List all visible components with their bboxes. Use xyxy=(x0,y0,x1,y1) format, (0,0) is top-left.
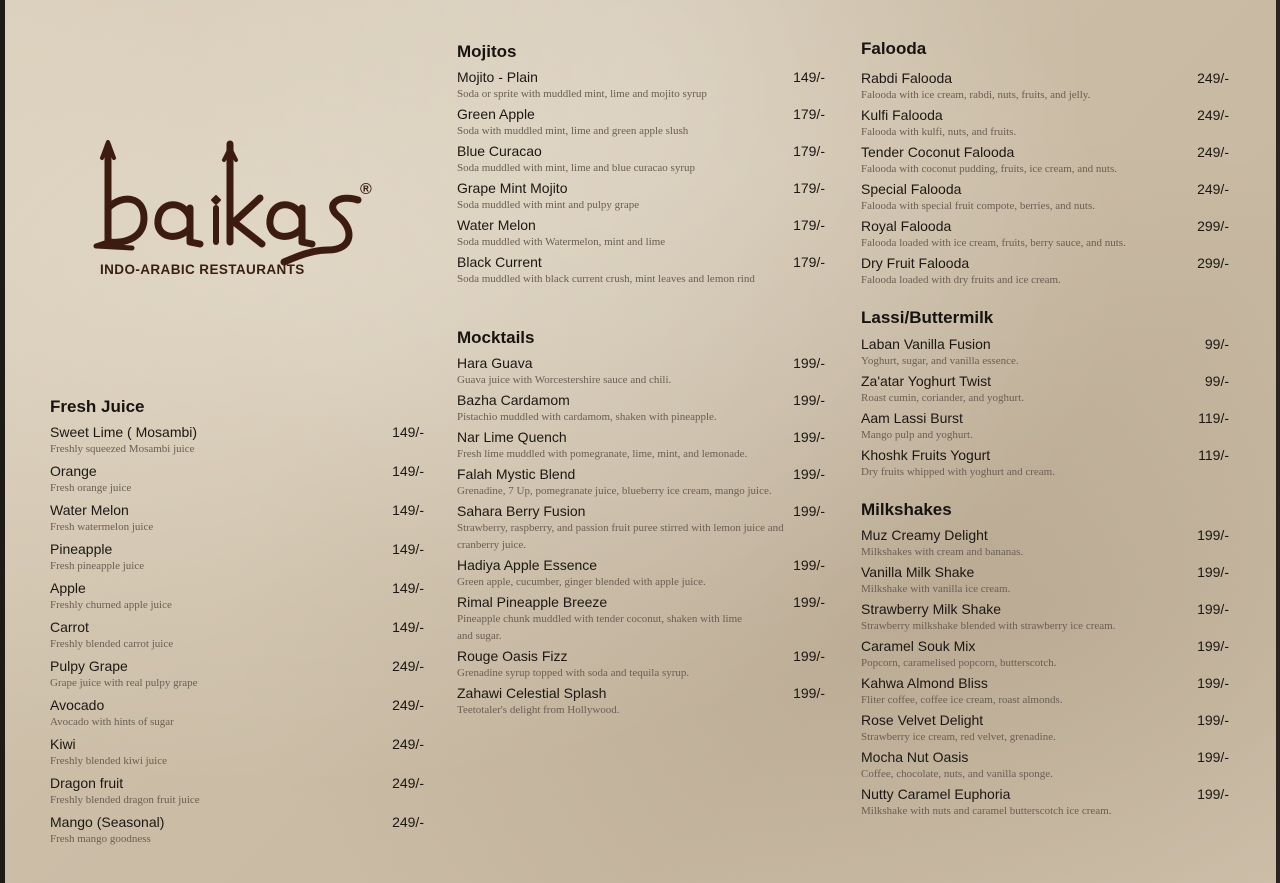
item-description: Freshly blended dragon fruit juice xyxy=(50,794,200,806)
menu-item xyxy=(457,648,825,685)
menu-item xyxy=(861,255,1229,292)
item-price: 249/- xyxy=(392,814,424,830)
item-price: 199/- xyxy=(793,594,825,610)
item-description: Coffee, chocolate, nuts, and vanilla sponge. xyxy=(861,768,1053,780)
item-name: Nutty Caramel Euphoria xyxy=(861,786,1011,802)
section-title: Lassi/Buttermilk xyxy=(861,308,994,327)
item-description: Strawberry milkshake blended with strawberry ice cream. xyxy=(861,620,1116,632)
item-name: Hara Guava xyxy=(457,355,533,371)
item-description: Soda muddled with black current crush, mint leaves and lemon rind xyxy=(457,273,755,285)
lassi-section xyxy=(861,308,1229,484)
item-price: 149/- xyxy=(392,424,424,440)
menu-item xyxy=(457,466,825,503)
item-name: Kulfi Falooda xyxy=(861,107,943,123)
item-price: 199/- xyxy=(1197,638,1229,654)
item-price: 249/- xyxy=(1197,144,1229,160)
item-price: 179/- xyxy=(793,217,825,233)
item-name: Water Melon xyxy=(50,502,129,518)
menu-item xyxy=(457,254,825,291)
item-name: Falah Mystic Blend xyxy=(457,466,576,482)
menu-item xyxy=(457,503,825,557)
item-name: Pineapple xyxy=(50,541,113,557)
mojitos-section xyxy=(457,42,825,291)
menu-list xyxy=(457,69,825,291)
item-name: Carrot xyxy=(50,619,89,635)
menu-item xyxy=(50,424,424,463)
item-name: Hadiya Apple Essence xyxy=(457,557,598,573)
item-description: Fresh mango goodness xyxy=(50,833,151,845)
item-name: Mojito - Plain xyxy=(457,69,538,85)
item-description: Falooda with special fruit compote, berries, and nuts. xyxy=(861,200,1095,212)
item-description: Green apple, cucumber, ginger blended with apple juice. xyxy=(457,576,706,588)
menu-item xyxy=(50,736,424,775)
menu-item xyxy=(457,143,825,180)
item-price: 199/- xyxy=(1197,786,1229,802)
item-price: 149/- xyxy=(392,502,424,518)
menu-item xyxy=(50,541,424,580)
item-name: Mocha Nut Oasis xyxy=(861,749,969,765)
item-name: Blue Curacao xyxy=(457,143,542,159)
item-name: Rabdi Falooda xyxy=(861,70,953,86)
menu-item xyxy=(861,410,1229,447)
item-name: Tender Coconut Falooda xyxy=(861,144,1015,160)
item-price: 249/- xyxy=(1197,107,1229,123)
item-price: 249/- xyxy=(392,697,424,713)
item-description: Avocado with hints of sugar xyxy=(50,716,174,728)
item-price: 199/- xyxy=(1197,675,1229,691)
menu-item xyxy=(861,144,1229,181)
item-name: Rose Velvet Delight xyxy=(861,712,984,728)
item-name: Orange xyxy=(50,463,97,479)
item-price: 249/- xyxy=(1197,70,1229,86)
item-name: Special Falooda xyxy=(861,181,962,197)
menu-item xyxy=(861,786,1229,823)
item-name: Grape Mint Mojito xyxy=(457,180,568,196)
item-description: Dry fruits whipped with yoghurt and cream. xyxy=(861,466,1055,478)
item-description: Fresh orange juice xyxy=(50,482,132,494)
item-price: 99/- xyxy=(1204,373,1229,389)
item-price: 149/- xyxy=(392,580,424,596)
menu-item xyxy=(861,712,1229,749)
item-price: 99/- xyxy=(1204,336,1229,352)
menu-item xyxy=(457,557,825,594)
item-price: 249/- xyxy=(392,736,424,752)
item-description: Fresh lime muddled with pomegranate, lime, mint, and lemonade. xyxy=(457,448,748,460)
item-description: Freshly blended carrot juice xyxy=(50,638,174,650)
menu-item xyxy=(861,527,1229,564)
item-description: Falooda with ice cream, rabdi, nuts, fruits, and jelly. xyxy=(861,89,1091,101)
item-name: Za'atar Yoghurt Twist xyxy=(861,373,992,389)
menu-item xyxy=(50,697,424,736)
item-name: Muz Creamy Delight xyxy=(861,527,988,543)
item-price: 199/- xyxy=(1197,527,1229,543)
item-description: Guava juice with Worcestershire sauce and chili. xyxy=(457,374,672,386)
item-name: Nar Lime Quench xyxy=(457,429,567,445)
item-name: Green Apple xyxy=(457,106,535,122)
falooda-section xyxy=(861,39,1229,292)
item-name: Aam Lassi Burst xyxy=(861,410,963,426)
item-description: Mango pulp and yoghurt. xyxy=(861,429,973,441)
menu-list xyxy=(861,70,1229,292)
item-description: Milkshakes with cream and bananas. xyxy=(861,546,1024,558)
menu-item xyxy=(861,447,1229,484)
item-description: Soda or sprite with muddled mint, lime and mojito syrup xyxy=(457,88,707,100)
item-price: 149/- xyxy=(793,69,825,85)
menu-item xyxy=(457,106,825,143)
item-description: Roast cumin, coriander, and yoghurt. xyxy=(861,392,1024,404)
item-name: Mango (Seasonal) xyxy=(50,814,165,830)
menu-item xyxy=(457,429,825,466)
item-description: Fresh pineapple juice xyxy=(50,560,145,572)
item-name: Dry Fruit Falooda xyxy=(861,255,970,271)
item-price: 179/- xyxy=(793,143,825,159)
menu-item xyxy=(457,69,825,106)
item-price: 199/- xyxy=(793,466,825,482)
item-description: Grenadine, 7 Up, pomegranate juice, blueberry ice cream, mango juice. xyxy=(457,485,772,497)
item-name: Kiwi xyxy=(50,736,76,752)
item-price: 179/- xyxy=(793,180,825,196)
item-description: Falooda with kulfi, nuts, and fruits. xyxy=(861,126,1017,138)
mocktails-section xyxy=(457,328,825,722)
section-title: Falooda xyxy=(861,39,927,58)
item-price: 199/- xyxy=(793,429,825,445)
item-name: Bazha Cardamom xyxy=(457,392,570,408)
menu-list xyxy=(50,424,424,853)
brand-logo xyxy=(92,138,382,278)
item-price: 199/- xyxy=(793,503,825,519)
item-description: Falooda loaded with dry fruits and ice cream. xyxy=(861,274,1061,286)
item-name: Royal Falooda xyxy=(861,218,952,234)
item-name: Kahwa Almond Bliss xyxy=(861,675,988,691)
menu-item xyxy=(50,502,424,541)
menu-item xyxy=(861,181,1229,218)
item-description: Fresh watermelon juice xyxy=(50,521,154,533)
item-description: Freshly blended kiwi juice xyxy=(50,755,168,767)
item-name: Pulpy Grape xyxy=(50,658,128,674)
item-name: Caramel Souk Mix xyxy=(861,638,976,654)
menu-item xyxy=(861,218,1229,255)
item-name: Black Current xyxy=(457,254,542,270)
item-price: 149/- xyxy=(392,541,424,557)
item-price: 199/- xyxy=(1197,712,1229,728)
item-description: Soda with muddled mint, lime and green apple slush xyxy=(457,125,689,137)
section-title: Milkshakes xyxy=(861,500,952,519)
item-description: Milkshake with nuts and caramel butterscotch ice cream. xyxy=(861,805,1112,817)
item-description: Strawberry, raspberry, and passion fruit puree stirred with lemon juice and cranberry juice. xyxy=(457,522,784,551)
item-name: Rouge Oasis Fizz xyxy=(457,648,568,664)
item-name: Sahara Berry Fusion xyxy=(457,503,586,519)
menu-item xyxy=(861,564,1229,601)
item-price: 199/- xyxy=(793,392,825,408)
item-price: 199/- xyxy=(793,355,825,371)
item-price: 149/- xyxy=(392,463,424,479)
menu-item xyxy=(861,675,1229,712)
menu-item xyxy=(50,658,424,697)
left-border xyxy=(0,0,5,883)
menu-item xyxy=(861,336,1229,373)
item-description: Teetotaler's delight from Hollywood. xyxy=(457,704,620,716)
item-price: 199/- xyxy=(793,685,825,701)
item-description: Falooda loaded with ice cream, fruits, berry sauce, and nuts. xyxy=(861,237,1126,249)
item-name: Sweet Lime ( Mosambi) xyxy=(50,424,198,440)
item-description: Strawberry ice cream, red velvet, grenadine. xyxy=(861,731,1056,743)
item-name: Rimal Pineapple Breeze xyxy=(457,594,608,610)
item-price: 299/- xyxy=(1197,255,1229,271)
item-price: 249/- xyxy=(392,658,424,674)
section-title: Mojitos xyxy=(457,42,517,61)
item-price: 179/- xyxy=(793,106,825,122)
menu-item xyxy=(457,392,825,429)
item-name: Water Melon xyxy=(457,217,536,233)
menu-item xyxy=(457,685,825,722)
item-name: Dragon fruit xyxy=(50,775,124,791)
item-description: Yoghurt, sugar, and vanilla essence. xyxy=(861,355,1019,367)
menu-item xyxy=(861,70,1229,107)
svg-text:®: ® xyxy=(360,181,372,198)
item-description: Popcorn, caramelised popcorn, butterscotch. xyxy=(861,657,1057,669)
brand-tagline: INDO-ARABIC RESTAURANTS xyxy=(100,262,305,277)
section-title: Mocktails xyxy=(457,328,535,347)
item-price: 149/- xyxy=(392,619,424,635)
item-description: Pistachio muddled with cardamom, shaken with pineapple. xyxy=(457,411,717,423)
menu-item xyxy=(457,180,825,217)
item-price: 119/- xyxy=(1198,447,1229,463)
menu-item xyxy=(50,775,424,814)
item-description: Grenadine syrup topped with soda and tequila syrup. xyxy=(457,667,690,679)
item-description: Freshly churned apple juice xyxy=(50,599,172,611)
item-description: Falooda with coconut pudding, fruits, ice cream, and nuts. xyxy=(861,163,1117,175)
item-description: Milkshake with vanilla ice cream. xyxy=(861,583,1011,595)
item-description: Pineapple chunk muddled with tender coconut, shaken with lime and sugar. xyxy=(457,613,743,642)
item-description: Freshly squeezed Mosambi juice xyxy=(50,443,195,455)
item-price: 199/- xyxy=(793,557,825,573)
item-price: 199/- xyxy=(1197,601,1229,617)
item-description: Soda muddled with mint and pulpy grape xyxy=(457,199,640,211)
menu-item xyxy=(50,619,424,658)
section-title: Fresh Juice xyxy=(50,397,145,416)
right-border xyxy=(1276,0,1280,883)
item-price: 249/- xyxy=(392,775,424,791)
menu-item xyxy=(861,749,1229,786)
fresh-juice-section xyxy=(50,397,424,853)
menu-item xyxy=(861,601,1229,638)
item-price: 199/- xyxy=(1197,564,1229,580)
item-description: Soda muddled with Watermelon, mint and lime xyxy=(457,236,666,248)
menu-item xyxy=(861,373,1229,410)
item-name: Khoshk Fruits Yogurt xyxy=(861,447,991,463)
item-price: 199/- xyxy=(793,648,825,664)
item-name: Laban Vanilla Fusion xyxy=(861,336,991,352)
menu-list xyxy=(861,336,1229,484)
menu-item xyxy=(861,107,1229,144)
menu-item xyxy=(457,217,825,254)
item-name: Zahawi Celestial Splash xyxy=(457,685,607,701)
menu-item xyxy=(457,594,825,648)
menu-list xyxy=(457,355,825,722)
menu-item xyxy=(50,814,424,853)
item-name: Vanilla Milk Shake xyxy=(861,564,975,580)
item-name: Apple xyxy=(50,580,86,596)
item-description: Soda muddled with mint, lime and blue curacao syrup xyxy=(457,162,695,174)
item-price: 299/- xyxy=(1197,218,1229,234)
item-description: Grape juice with real pulpy grape xyxy=(50,677,198,689)
menu-item xyxy=(861,638,1229,675)
milkshakes-section xyxy=(861,500,1229,823)
menu-item xyxy=(50,463,424,502)
menu-item xyxy=(50,580,424,619)
item-price: 199/- xyxy=(1197,749,1229,765)
item-description: Fliter coffee, coffee ice cream, roast almonds. xyxy=(861,694,1063,706)
menu-list xyxy=(861,527,1229,823)
item-price: 119/- xyxy=(1198,410,1229,426)
item-name: Avocado xyxy=(50,697,105,713)
menu-item xyxy=(457,355,825,392)
item-name: Strawberry Milk Shake xyxy=(861,601,1002,617)
item-price: 249/- xyxy=(1197,181,1229,197)
item-price: 179/- xyxy=(793,254,825,270)
